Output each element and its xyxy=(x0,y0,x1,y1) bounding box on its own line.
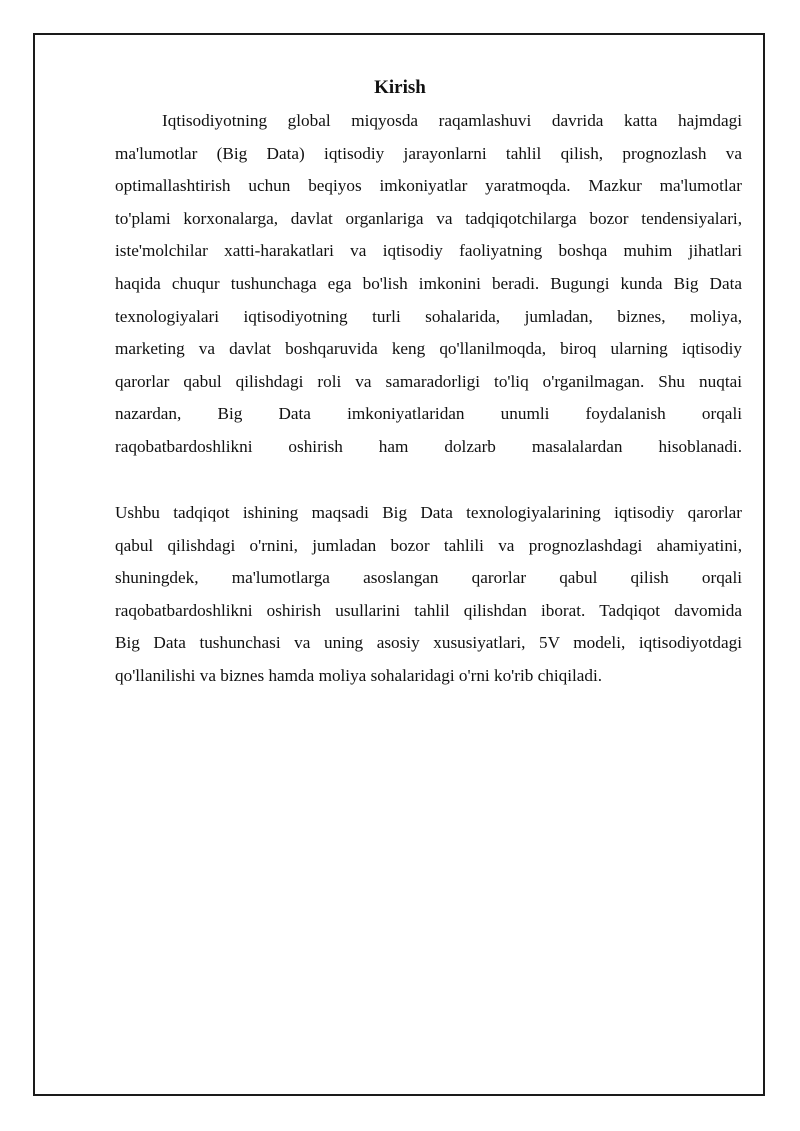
text-line: texnologiyalari iqtisodiyotning turli sohalarida, jumladan, biznes, moliya, xyxy=(115,306,742,326)
text-line: Big Data tushunchasi va uning asosiy xususiyatlari, 5V modeli, iqtisodiyotdagi xyxy=(115,633,742,653)
text-line: marketing va davlat boshqaruvida keng qo'llanilmoqda, biroq ularning iqtisodiy xyxy=(115,339,742,359)
paragraph-objective xyxy=(115,497,742,693)
text-line: qarorlar qabul qilishdagi roli va samaradorligi to'liq o'rganilmagan. Shu nuqtai xyxy=(115,371,742,391)
text-line: raqobatbardoshlikni oshirish usullarini tahlil qilishdan iborat. Tadqiqot davomida xyxy=(115,600,742,620)
text-line: qabul qilishdagi o'rnini, jumladan bozor tahlili va prognozlashdagi ahamiyatini, xyxy=(115,535,742,555)
text-line: Ushbu tadqiqot ishining maqsadi Big Data texnologiyalarining iqtisodiy qarorlar xyxy=(115,503,742,522)
text-line: optimallashtirish uchun beqiyos imkoniyatlar yaratmoqda. Mazkur ma'lumotlar xyxy=(115,176,742,196)
text-line: iste'molchilar xatti-harakatlari va iqtisodiy faoliyatning boshqa muhim jihatlari xyxy=(115,241,742,261)
text-line: Iqtisodiyotning global miqyosda raqamlashuvi davrida katta hajmdagi xyxy=(162,111,742,130)
text-line: qo'llanilishi va biznes hamda moliya sohalaridagi o'rni ko'rib chiqiladi. xyxy=(115,665,603,685)
text-line: shuningdek, ma'lumotlarga asoslangan qarorlar qabul qilish orqali xyxy=(115,568,742,588)
section-title: Kirish xyxy=(374,77,426,98)
text-line: to'plami korxonalarga, davlat organlariga va tadqiqotchilarga bozor tendensiyalari, xyxy=(115,208,742,228)
text-line: ma'lumotlar (Big Data) iqtisodiy jarayonlarni tahlil qilish, prognozlash va xyxy=(115,143,742,163)
text-line: haqida chuqur tushunchaga ega bo'lish imkonini beradi. Bugungi kunda Big Data xyxy=(115,273,742,293)
paragraph-intro xyxy=(115,105,742,464)
text-line: nazardan, Big Data imkoniyatlaridan unumli foydalanish orqali xyxy=(115,404,742,424)
text-line: raqobatbardoshlikni oshirish ham dolzarb masalalardan hisoblanadi. xyxy=(115,436,742,456)
